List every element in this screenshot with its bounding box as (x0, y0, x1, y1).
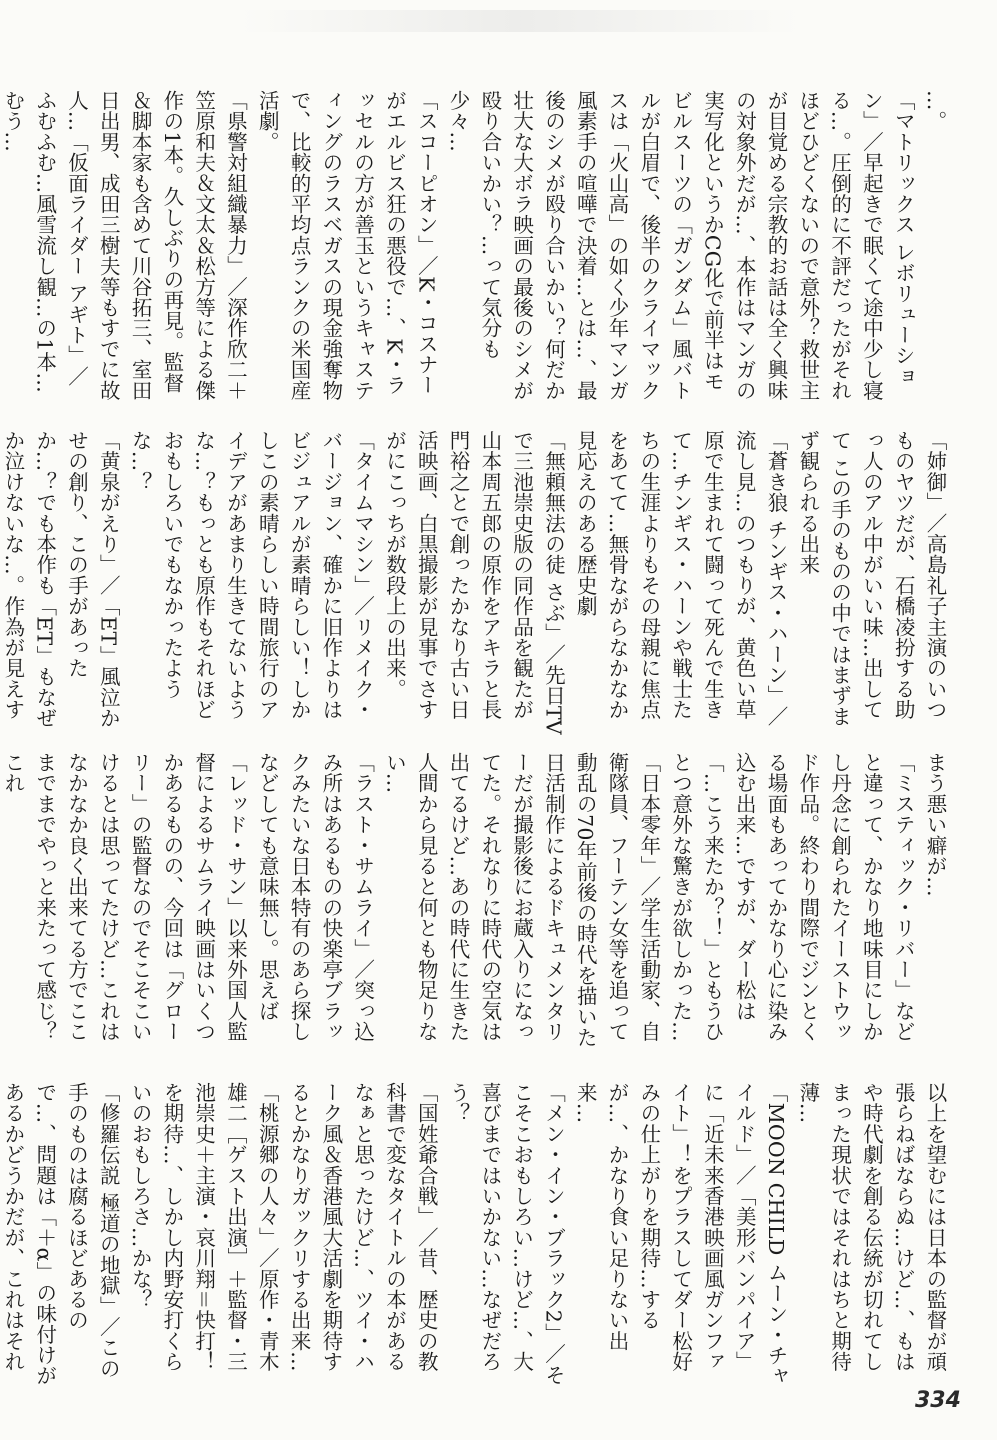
paragraph: 「メン・イン・ブラック2」／そこそこおもしろい…けど…、大喜びまではいかない…なぜだろう？ (446, 1082, 566, 1386)
paragraph: 「ラスト・サムライ」／突っ込み所はあるものの快楽亭ブラックみたいな日本特有のあら探しなどしても意味無し。思えば「レッド・サン」以来外国人監督によるサムライ映画はいくつかあるものの、今回は「グローリー」の監督なのでそこそこいけるとは思ってたけど…これはなかなか良く出来てる方でここまでまでやっと来たって感じ？これ (0, 752, 375, 1042)
paragraph: 「ミスティック・リバー」などと違って、かなり地味目にしかし丹念に創られたイーストウッド作品。終わり間際でジンとくる場面もあってかなり心に染み込む出来…ですが、ダー松は「…こう来たか？！」ともうひとつ意外な驚きが欲しかった… (668, 752, 916, 1042)
paragraph: 「黄泉がえり」／「ET」風泣かせの創り、この手があったか…？でも本作も「ET」もなぜか泣けないな…。作為が見えす (0, 430, 121, 729)
paragraph: 「国姓爺合戦」／昔、歴史の教科書で変なタイトルの本があるなぁと思ったけど…、ツイ・ハーク風＆香港風大活劇を期待するとかなりガックリする出来… (287, 1082, 439, 1372)
paragraph: 「姉御」／高島礼子主演のいつものヤツだが、石橋凌扮する助っ人のアル中がいい味…出してて この手のものの中ではまずまず観られる出来 (795, 430, 947, 727)
page-number: 334 (915, 1388, 961, 1413)
paragraph: 「スコーピオン」／K・コスナーがエルビス狂の悪役で…、K・ラッセルの方が善玉というキャスティングのラスベガスの現金強奪物で、比較的平均点ランクの米国産活劇。 (255, 90, 439, 401)
text-band-2 (0, 430, 950, 735)
paragraph: 「修羅伝説 極道の地獄」／この手のものは腐るほどあるので…、問題は「＋α」の味付けがあるかどうかだが、これはそれ (0, 1082, 121, 1386)
text-band-4 (0, 1082, 950, 1387)
text-band-3 (0, 752, 950, 1062)
paragraph: まう悪い癖が… (923, 752, 947, 897)
paragraph: 「マトリックス レボリューション」／早起きで眠くて途中少し寝る…。圧倒的に不評だったがそれほどひどくないので意外？救世主が目覚める宗教的お話は全く興味の対象外だが…、本作はマンガの実写化というかCG化で前半はモビルスーツの「ガンダム」風バトルが白眉で、後半のクライマックスは「火山高」の如く少年マンガ風素手の喧嘩で決着…とは…、最後のシメが殴り合いかい？何だか壮大な大ボラ映画の最後のシメが殴り合いかい？…って気分も少々… (446, 90, 916, 401)
paragraph: 以上を望むには日本の監督が頑張らねばならぬ…けど…、もはや時代劇を創る伝統が切れてしまった現状ではそれはちと期待薄… (795, 1082, 947, 1372)
text-band-1 (0, 90, 950, 405)
paragraph: 「タイムマシン」／リメイク・バージョン、確かに旧作よりはビジュアルが素晴らしい！しかしこの素晴らしい時間旅行のアイデアがあまり生きてないような…？もっとも原作もそれほどおもしろいでもなかったような…？ (128, 430, 375, 720)
paragraph: 「蒼き狼 チンギス・ハーン」／流し見…のつもりが、黄色い草原で生まれて闘って死んで生きて…チンギス・ハーンや戦士たちの生涯よりもその母親に焦点をあてて…無骨ながらなかなか見応えのある歴史劇 (573, 430, 789, 727)
header-smudge (240, 10, 800, 32)
paragraph: 「日本零年」／学生活動家、自衛隊員、フーテン女等を追って動乱の70年前後の時代を描いた日活制作によるドキュメンタリーだが撮影後にお蔵入りになってた。それなりに時代の空気は出てるけど…あの時代に生きた人間から見ると何とも物足りない… (382, 752, 661, 1048)
paragraph: 「県警対組織暴力」／深作欣二＋笠原和夫＆文太＆松方等による傑作の1本。久しぶりの再見。監督＆脚本家も含めて川谷拓三、室田日出男、成田三樹夫等もすでに故人…「仮面ライダー アギト」／ふむふむ…風雪流し観…の1本…むう… (0, 90, 248, 401)
paragraph: 「MOON CHILD ムーン・チャイルド」／「美形バンパイア」に「近未来香港映画風ガンファイト」！をプラスしてダー松好みの仕上がりを期待…するが…、かなり食い足りない出来… (573, 1082, 789, 1387)
paragraph: …。 (923, 90, 947, 132)
paragraph: 「無頼無法の徒 さぶ」／先日TVで三池崇史版の同作品を観たが山本周五郎の原作をアキラと長門裕之とで創ったかなり古い日活映画、白黒撮影が見事でさすがにこっちが数段上の出来。 (382, 430, 566, 735)
paragraph: 「桃源郷の人々」／原作・青木雄二［ゲスト出演］＋監督・三池崇史＋主演・哀川翔＝快打！を期待…、しかし内野安打くらいのおもしろさ…かな？ (128, 1082, 280, 1372)
